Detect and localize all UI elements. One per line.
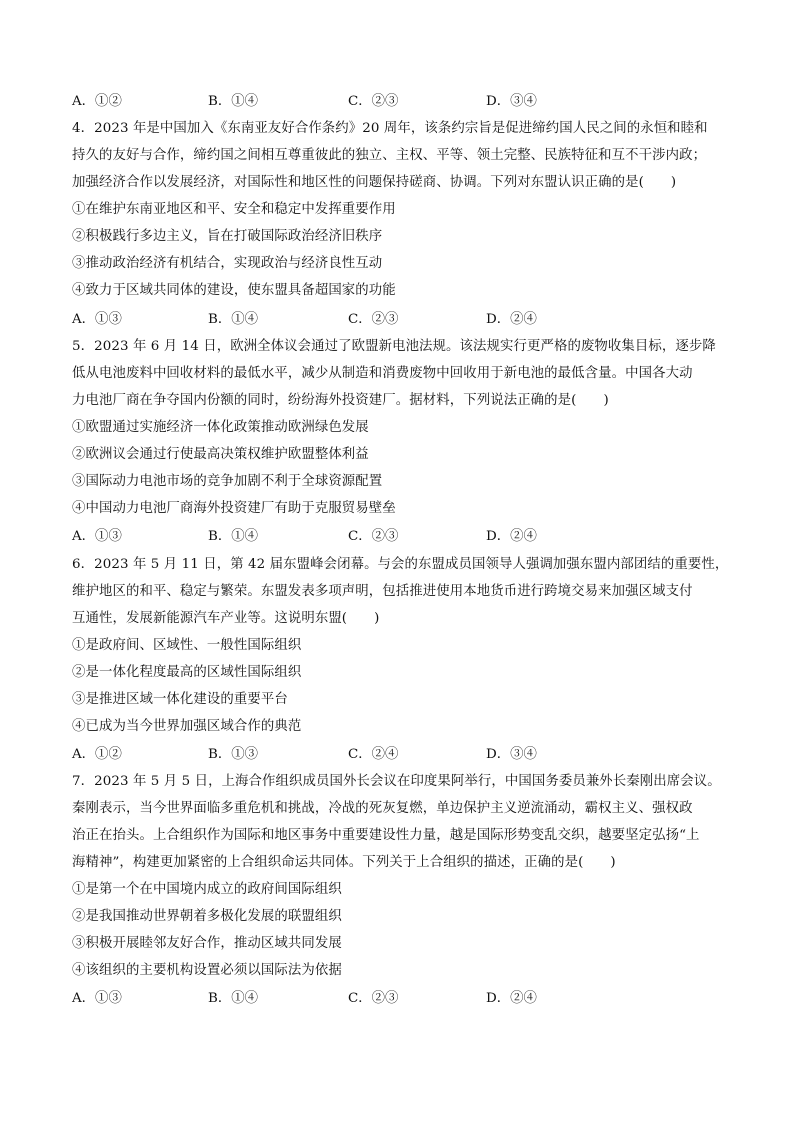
question-stem-line: 海精神”，构建更加紧密的上合组织命运共同体。下列关于上合组织的描述，正确的是( ) bbox=[72, 855, 616, 870]
question-stem-line: 持久的友好与合作，缔约国之间相互尊重彼此的独立、主权、平等、领土完整、民族特征和互不干涉内政； bbox=[72, 148, 707, 163]
statement-1: ①在维护东南亚地区和平、安全和稳定中发挥重要作用 bbox=[72, 202, 396, 217]
statement-3: ③推动政治经济有机结合，实现政治与经济良性互动 bbox=[72, 256, 383, 271]
statement-3: ③国际动力电池市场的竞争加剧不利于全球资源配置 bbox=[72, 474, 383, 489]
answer-options bbox=[72, 527, 732, 547]
question-stem-line: 秦刚表示，当今世界面临多重危机和挑战，冷战的死灰复燃，单边保护主义逆流涌动，霸权主义、强权政 bbox=[72, 801, 693, 816]
question-stem-line: 6．2023 年 5 月 11 日，第 42 届东盟峰会闭幕。与会的东盟成员国领导人强调加强东盟内部团结的重要性， bbox=[72, 557, 729, 572]
option-b: B．①③ bbox=[208, 747, 259, 762]
option-a: A．①③ bbox=[72, 991, 122, 1006]
answer-options bbox=[72, 989, 732, 1009]
statement-1: ①是政府间、区域性、一般性国际组织 bbox=[72, 638, 302, 653]
answer-options bbox=[72, 92, 732, 112]
statement-2: ②积极践行多边主义，旨在打破国际政治经济旧秩序 bbox=[72, 229, 383, 244]
option-c: C．②③ bbox=[348, 94, 399, 109]
answer-options bbox=[72, 310, 732, 330]
option-b: B．①④ bbox=[208, 991, 259, 1006]
option-d: D．②④ bbox=[486, 529, 537, 544]
statement-4: ④致力于区域共同体的建设，使东盟具备超国家的功能 bbox=[72, 283, 396, 298]
statement-2: ②是一体化程度最高的区域性国际组织 bbox=[72, 665, 302, 680]
question-stem-line: 力电池厂商在争夺国内份额的同时，纷纷海外投资建厂。据材料，下列说法正确的是( ) bbox=[72, 393, 609, 408]
question-stem-line: 7．2023 年 5 月 5 日，上海合作组织成员国外长会议在印度果阿举行，中国国务委员兼外长秦刚出席会议。 bbox=[72, 774, 721, 789]
option-a: A．①③ bbox=[72, 529, 122, 544]
question-stem-line: 治正在抬头。上合组织作为国际和地区事务中重要建设性力量，越是国际形势变乱交织，越要坚定弘扬“上 bbox=[72, 828, 700, 843]
statement-1: ①欧盟通过实施经济一体化政策推动欧洲绿色发展 bbox=[72, 420, 369, 435]
statement-3: ③是推进区域一体化建设的重要平台 bbox=[72, 692, 288, 707]
question-stem-line: 互通性，发展新能源汽车产业等。这说明东盟( ) bbox=[72, 611, 380, 626]
question-stem-line: 低从电池废料中回收材料的最低水平，减少从制造和消费废物中回收用于新电池的最低含量。中国各大动 bbox=[72, 366, 693, 381]
option-b: B．①④ bbox=[208, 312, 259, 327]
statement-4: ④已成为当今世界加强区域合作的典范 bbox=[72, 719, 302, 734]
question-stem-line: 加强经济合作以发展经济，对国际性和地区性的问题保持磋商、协调。下列对东盟认识正确的是( ) bbox=[72, 175, 677, 190]
statement-4: ④中国动力电池厂商海外投资建厂有助于克服贸易壁垒 bbox=[72, 501, 396, 516]
option-d: D．③④ bbox=[486, 94, 537, 109]
question-stem-line: 5．2023 年 6 月 14 日，欧洲全体议会通过了欧盟新电池法规。该法规实行更严格的废物收集目标，逐步降 bbox=[72, 339, 716, 354]
statement-2: ②欧洲议会通过行使最高决策权维护欧盟整体利益 bbox=[72, 447, 369, 462]
option-a: A．①③ bbox=[72, 312, 122, 327]
option-c: C．②③ bbox=[348, 991, 399, 1006]
option-a: A．①② bbox=[72, 747, 122, 762]
question-stem-line: 维护地区的和平、稳定与繁荣。东盟发表多项声明，包括推进使用本地货币进行跨境交易来加强区域支付 bbox=[72, 584, 693, 599]
statement-2: ②是我国推动世界朝着多极化发展的联盟组织 bbox=[72, 909, 342, 924]
option-a: A．①② bbox=[72, 94, 122, 109]
question-stem-line: 4．2023 年是中国加入《东南亚友好合作条约》20 周年，该条约宗旨是促进缔约国人民之间的永恒和睦和 bbox=[72, 121, 708, 136]
option-c: C．②④ bbox=[348, 747, 399, 762]
statement-1: ①是第一个在中国境内成立的政府间国际组织 bbox=[72, 882, 342, 897]
option-d: D．②④ bbox=[486, 312, 537, 327]
option-b: B．①④ bbox=[208, 94, 259, 109]
option-c: C．②③ bbox=[348, 529, 399, 544]
answer-options bbox=[72, 745, 732, 765]
option-d: D．②④ bbox=[486, 991, 537, 1006]
option-c: C．②③ bbox=[348, 312, 399, 327]
option-d: D．③④ bbox=[486, 747, 537, 762]
option-b: B．①④ bbox=[208, 529, 259, 544]
statement-4: ④该组织的主要机构设置必须以国际法为依据 bbox=[72, 963, 342, 978]
statement-3: ③积极开展睦邻友好合作，推动区域共同发展 bbox=[72, 936, 342, 951]
